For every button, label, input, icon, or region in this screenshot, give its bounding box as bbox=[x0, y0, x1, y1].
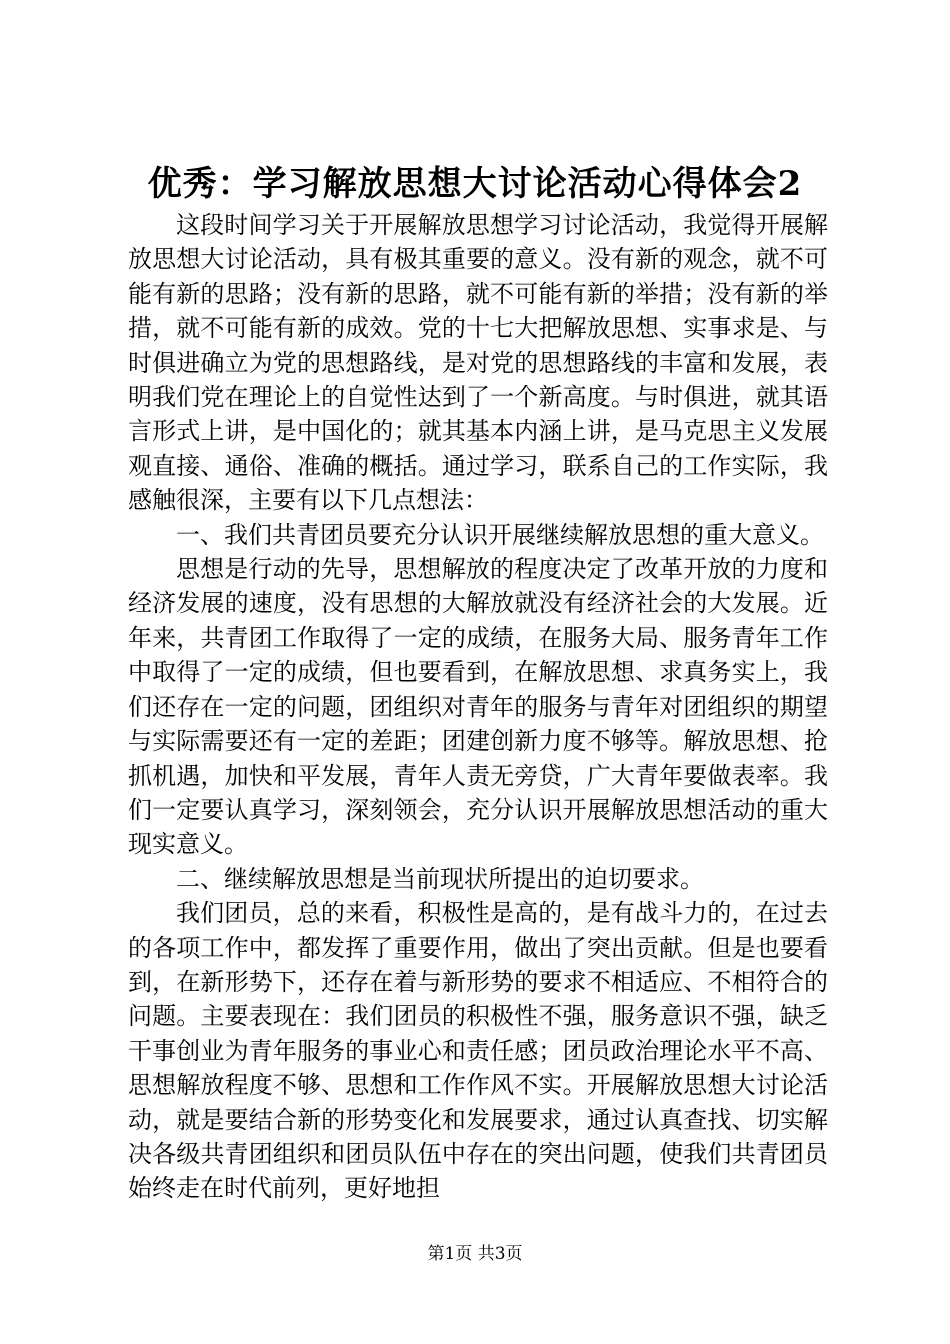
paragraph-heading-2: 二、继续解放思想是当前现状所提出的迫切要求。 bbox=[176, 864, 704, 893]
paragraph-intro: 这段时间学习关于开展解放思想学习讨论活动，我觉得开展解放思想大讨论活动，具有极其重要的意义。没有新的观念，就不可能有新的思路；没有新的思路，就不可能有新的举措；没有新的举措，就不可能有新的成效。党的十七大把解放思想、实事求是、与时俱进确立为党的思想路线，是对党的思想路线的丰富和发展，表明我们党在理论上的自觉性达到了一个新高度。与时俱进，就其语言形式上讲，是中国化的；就其基本内涵上讲，是马克思主义发展观直接、通俗、准确的概括。通过学习，联系自己的工作实际，我感触很深，主要有以下几点想法： bbox=[128, 211, 828, 515]
paragraph-section-2: 我们团员，总的来看，积极性是高的，是有战斗力的，在过去的各项工作中，都发挥了重要作用，做出了突出贡献。但是也要看到，在新形势下，还存在着与新形势的要求不相适应、不相符合的问题。主要表现在：我们团员的积极性不强，服务意识不强，缺乏干事创业为青年服务的事业心和责任感；团员政治理论水平不高、思想解放程度不够、思想和工作作风不实。开展解放思想大讨论活动，就是要结合新的形势变化和发展要求，通过认真查找、切实解决各级共青团组织和团员队伍中存在的突出问题，使我们共青团员始终走在时代前列，更好地担 bbox=[128, 899, 828, 1203]
document-body bbox=[128, 208, 828, 1206]
paragraph-heading-1: 一、我们共青团员要充分认识开展继续解放思想的重大意义。 bbox=[176, 520, 824, 549]
paragraph-section-1: 思想是行动的先导，思想解放的程度决定了改革开放的力度和经济发展的速度，没有思想的大解放就没有经济社会的大发展。近年来，共青团工作取得了一定的成绩，在服务大局、服务青年工作中取得了一定的成绩，但也要看到，在解放思想、求真务实上，我们还存在一定的问题，团组织对青年的服务与青年对团组织的期望与实际需要还有一定的差距；团建创新力度不够等。解放思想、抢抓机遇，加快和平发展，青年人责无旁贷，广大青年要做表率。我们一定要认真学习，深刻领会，充分认识开展解放思想活动的重大现实意义。 bbox=[128, 555, 828, 859]
page-number-footer: 第1页 共3页 bbox=[427, 1244, 523, 1264]
document-title: 优秀：学习解放思想大讨论活动心得体会2 bbox=[147, 164, 803, 204]
